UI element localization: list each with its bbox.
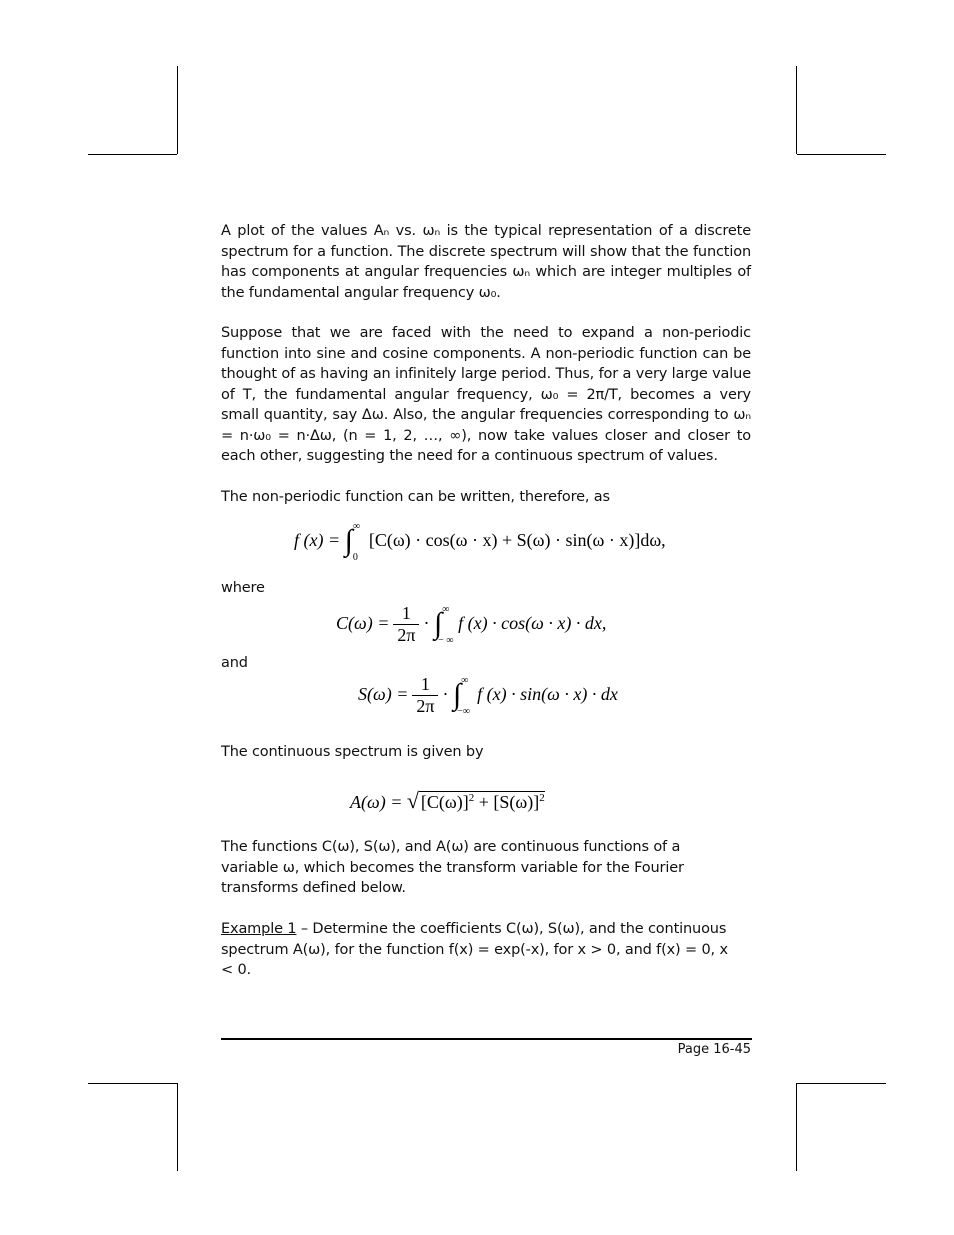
integral-limits [438, 603, 458, 646]
fraction-one-over-two-pi [393, 603, 419, 646]
sqrt-sign: √ [406, 788, 419, 813]
crop-mark-top-left-horizontal [88, 154, 177, 155]
dot-operator: · [423, 613, 430, 633]
crop-mark-bottom-left-vertical [177, 1083, 178, 1171]
fraction-one-over-two-pi [412, 674, 438, 717]
lower-limit: − ∞ [438, 634, 454, 646]
numerator: 1 [401, 603, 411, 624]
dot-operator: · [442, 684, 449, 704]
paragraph-continuous-spectrum: The continuous spectrum is given by [221, 744, 484, 760]
crop-mark-top-right-horizontal [797, 154, 886, 155]
formula-f-lhs: f (x) = [294, 530, 341, 550]
formula-s-lhs: S(ω) = [358, 684, 409, 704]
example-text: – Determine the coefficients C(ω), S(ω), and the continuous spectrum A(ω), for the function f(x) = exp(-x), for x > 0, and f(x) = 0, x < 0. [221, 921, 728, 978]
formula-a-of-omega [350, 788, 545, 814]
upper-limit: ∞ [461, 674, 469, 686]
c-term: [C(ω)] [420, 792, 469, 812]
formula-c-of-omega [336, 603, 606, 646]
upper-limit: ∞ [352, 520, 360, 532]
paragraph-example [221, 919, 741, 981]
s-term: + [S(ω)] [474, 792, 540, 812]
page-number: Page 16-45 [677, 1042, 751, 1057]
formula-c-lhs: C(ω) = [336, 613, 390, 633]
integral-sign: ∫ [452, 678, 462, 711]
denominator: 2π [393, 624, 419, 646]
integral-limits [457, 674, 477, 717]
formula-a-lhs: A(ω) = [350, 792, 403, 812]
denominator: 2π [412, 695, 438, 717]
label-where: where [221, 580, 265, 596]
numerator: 1 [420, 674, 430, 695]
upper-limit: ∞ [442, 603, 450, 615]
exponent: 2 [468, 792, 475, 804]
paragraph-continuous-functions: The functions C(ω), S(ω), and A(ω) are continuous functions of a variable ω, which becomes the transform variable for the Fourier transforms defined below. [221, 839, 684, 896]
crop-mark-top-left-vertical [177, 66, 178, 154]
lower-limit: −∞ [457, 705, 470, 717]
crop-mark-top-right-vertical [796, 66, 797, 154]
formula-s-body: f (x) · sin(ω · x) · dx [477, 684, 618, 704]
formula-f-body: [C(ω) · cos(ω · x) + S(ω) · sin(ω · x)]dω, [368, 530, 666, 550]
formula-s-of-omega [358, 674, 618, 717]
integral-limits [352, 520, 369, 563]
integral-sign: ∫ [344, 524, 353, 557]
example-label: Example 1 [221, 921, 297, 937]
integral-sign: ∫ [433, 607, 443, 640]
crop-mark-bottom-right-vertical [796, 1083, 797, 1171]
exponent: 2 [539, 792, 545, 804]
paragraph-written-as: The non-periodic function can be written, therefore, as [221, 489, 610, 505]
crop-mark-bottom-right-horizontal [797, 1083, 886, 1084]
formula-f-of-x [294, 520, 666, 563]
paragraph-non-periodic: Suppose that we are faced with the need to expand a non-periodic function into sine and cosine components. A non-periodic function can be thought of as having an infinitely large period. Thus, for a very large value of T, the fundamental angular frequency, ω₀ = 2π/T, becomes a very small quantity, say Δω. Also, the angular frequencies corresponding to ωₙ = n·ω₀ = n·Δω, (n = 1, 2, …, ∞), now take values closer and closer to each other, suggesting the need for a continuous spectrum of values. [221, 325, 751, 464]
lower-limit: 0 [352, 551, 358, 563]
paragraph-discrete-spectrum: A plot of the values Aₙ vs. ωₙ is the typical representation of a discrete spectrum for a function. The discrete spectrum will show that the function has components at angular frequencies ωₙ which are integer multiples of the fundamental angular frequency ω₀. [221, 223, 751, 301]
footer-rule [221, 1038, 752, 1040]
label-and: and [221, 655, 248, 671]
crop-mark-bottom-left-horizontal [88, 1083, 177, 1084]
formula-c-body: f (x) · cos(ω · x) · dx, [458, 613, 607, 633]
sqrt-content [419, 791, 545, 813]
